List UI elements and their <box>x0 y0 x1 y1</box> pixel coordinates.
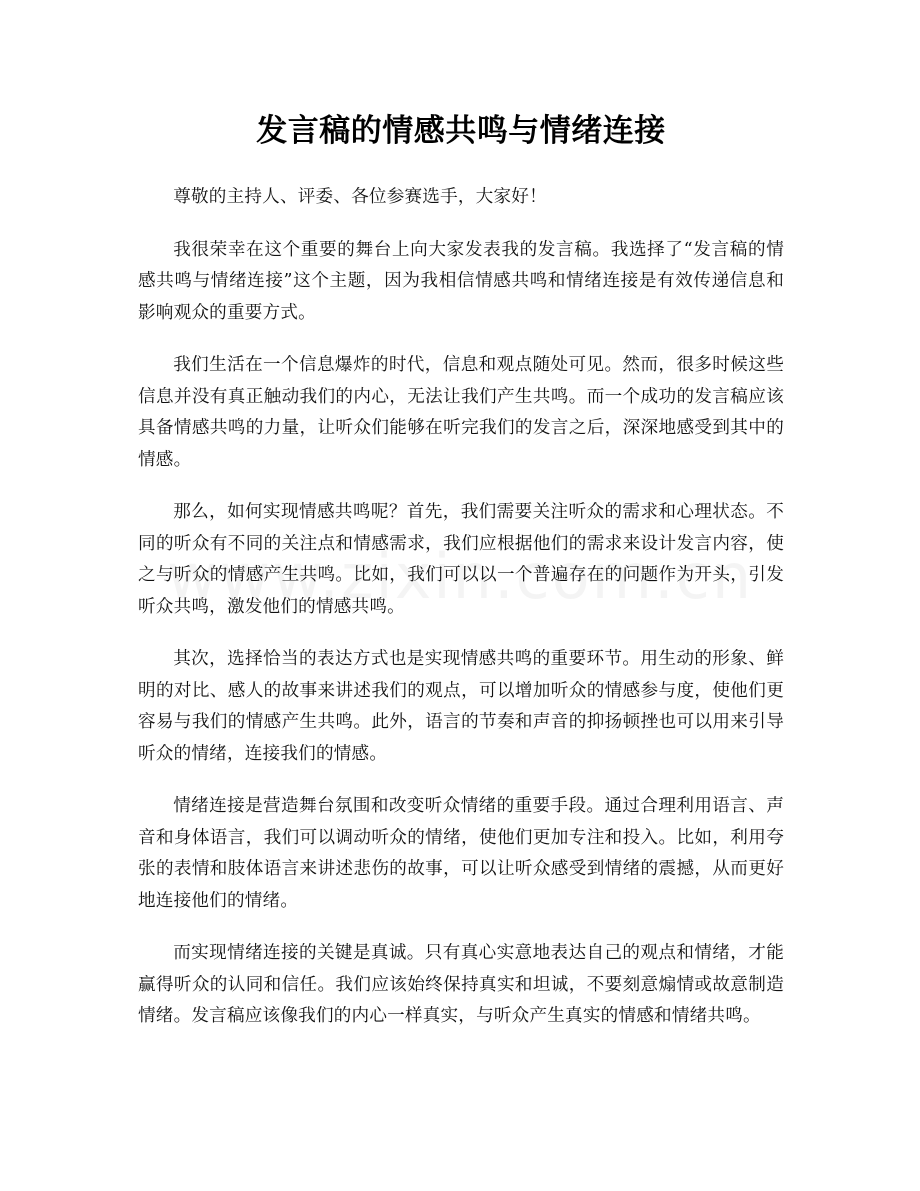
paragraph-context: 我们生活在一个信息爆炸的时代，信息和观点随处可见。然而，很多时候这些信息并没有真正触动我们的内心，无法让我们产生共鸣。而一个成功的发言稿应该具备情感共鸣的力量，让听众们能够在听完我们的发言之后，深深地感受到其中的情感。 <box>138 355 784 470</box>
paragraph-emotional-connection: 情绪连接是营造舞台氛围和改变听众情绪的重要手段。通过合理利用语言、声音和身体语言，我们可以调动听众的情绪，使他们更加专注和投入。比如，利用夸张的表情和肢体语言来讲述悲伤的故事，可以让听众感受到情绪的震撼，从而更好地连接他们的情绪。 <box>138 796 784 911</box>
paragraph-sincerity: 而实现情绪连接的关键是真诚。只有真心实意地表达自己的观点和情绪，才能赢得听众的认同和信任。我们应该始终保持真实和坦诚，不要刻意煽情或故意制造情绪。发言稿应该像我们的内心一样真实，与听众产生真实的情感和情绪共鸣。 <box>138 943 784 1026</box>
document-body <box>138 182 784 1033</box>
paragraph-expression: 其次，选择恰当的表达方式也是实现情感共鸣的重要环节。用生动的形象、鲜明的对比、感人的故事来讲述我们的观点，可以增加听众的情感参与度，使他们更容易与我们的情感产生共鸣。此外，语言的节奏和声音的抑扬顿挫也可以用来引导听众的情绪，连接我们的情感。 <box>138 649 784 764</box>
paragraph-how-to-resonate: 那么，如何实现情感共鸣呢？首先，我们需要关注听众的需求和心理状态。不同的听众有不同的关注点和情感需求，我们应根据他们的需求来设计发言内容，使之与听众的情感产生共鸣。比如，我们可以以一个普遍存在的问题作为开头，引发听众共鸣，激发他们的情感共鸣。 <box>138 502 784 617</box>
document-title: 发言稿的情感共鸣与情绪连接 <box>256 113 666 149</box>
paragraph-intro: 我很荣幸在这个重要的舞台上向大家发表我的发言稿。我选择了“发言稿的情感共鸣与情绪连接”这个主题，因为我相信情感共鸣和情绪连接是有效传递信息和影响观众的重要方式。 <box>138 239 784 323</box>
paragraph-greeting: 尊敬的主持人、评委、各位参赛选手，大家好！ <box>173 187 547 207</box>
